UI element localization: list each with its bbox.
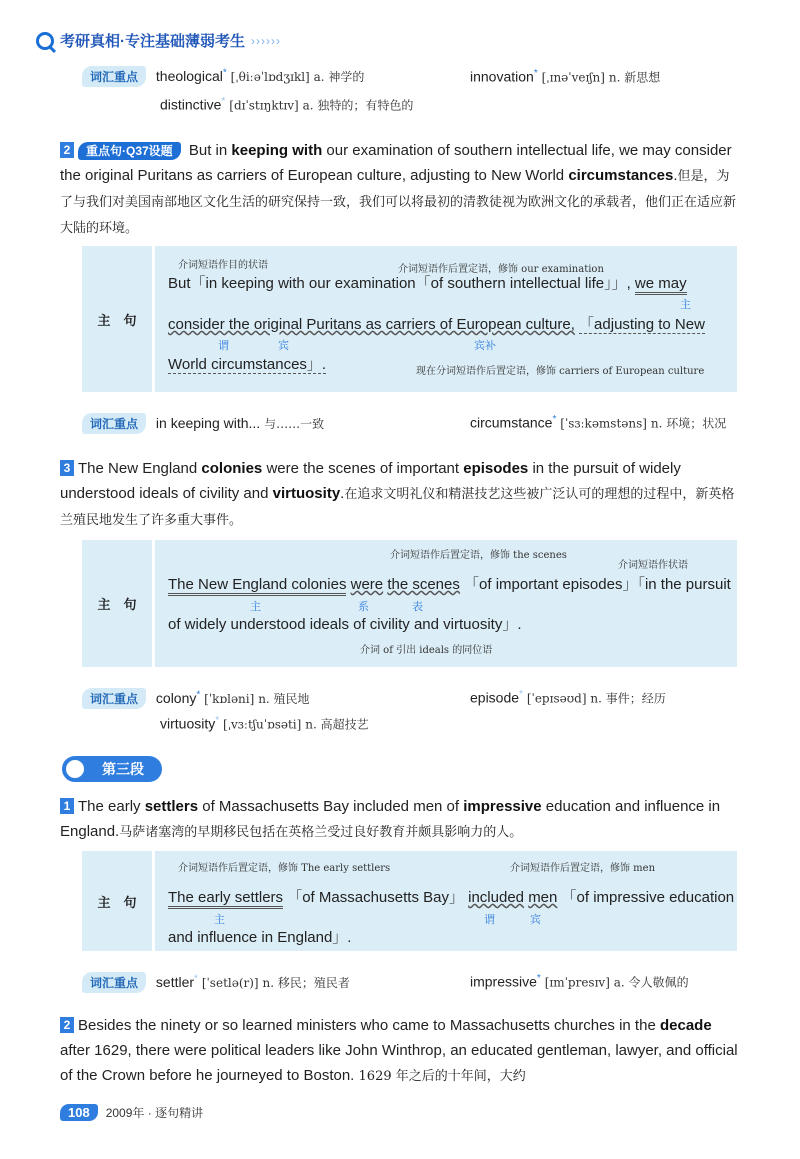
text: 「of impressive education bbox=[561, 889, 735, 906]
translation: 马萨诸塞湾的早期移民包括在英格兰受过良好教育并颇具影响力的人。 bbox=[119, 825, 523, 840]
vocab-row bbox=[470, 414, 726, 432]
vocab-row bbox=[82, 688, 310, 709]
role-label: 主 bbox=[250, 600, 261, 613]
keyword: decade bbox=[659, 1017, 712, 1034]
role-label: 宾 bbox=[278, 339, 289, 352]
vocab-row bbox=[82, 972, 350, 993]
section-heading bbox=[62, 756, 162, 782]
text: But「in keeping with our examination「of southern intellectual life」」, bbox=[168, 275, 631, 292]
sentence-number: 1 bbox=[60, 798, 74, 814]
vocab-definition: n. 新思想 bbox=[608, 70, 661, 85]
role-label: 主 bbox=[680, 298, 691, 311]
vocab-word: episode bbox=[470, 689, 520, 706]
vocab-phonetic: [ˌvɜːtʃuˈɒsəti] bbox=[223, 717, 302, 732]
predicate-text: included bbox=[468, 889, 525, 906]
vocab-tag: 词汇重点 bbox=[82, 66, 146, 87]
text: of Massachusetts Bay included men of bbox=[202, 798, 460, 815]
keyword: keeping with bbox=[231, 142, 323, 159]
complement-text: World circumstances」. bbox=[168, 356, 327, 373]
analysis-box bbox=[82, 851, 737, 951]
annotation: 介词短语作后置定语，修饰 the scenes bbox=[390, 550, 567, 561]
vocab-row bbox=[160, 96, 413, 114]
sentence-paragraph bbox=[60, 1013, 740, 1089]
translation: 1629 年之后的十年间，大约 bbox=[358, 1069, 526, 1084]
vocab-word: colony bbox=[155, 690, 197, 706]
box-label: 主 句 bbox=[82, 246, 155, 392]
vocab-row bbox=[82, 66, 364, 87]
vocab-tag: 词汇重点 bbox=[82, 972, 146, 993]
annotation: 介词短语作后置定语，修饰 men bbox=[510, 863, 656, 874]
star-icon: * bbox=[519, 689, 523, 700]
sentence-number: 3 bbox=[60, 460, 74, 476]
box-label: 主 句 bbox=[82, 851, 155, 951]
annotation: 介词短语作后置定语，修饰 The early settlers bbox=[178, 863, 391, 874]
subject-text: we may bbox=[635, 275, 687, 295]
translation: 在追求文明礼仪和精湛技艺这些被广泛认可的理想的过程中，新英格兰殖民地发生了许多重大事件。 bbox=[60, 487, 735, 528]
vocab-phonetic: [ˈsɜːkəmstəns] bbox=[560, 416, 647, 431]
annotation: 现在分词短语作后置定语，修饰 carriers of European culture bbox=[416, 366, 705, 377]
vocab-definition: n. 高超技艺 bbox=[305, 717, 369, 732]
sentence-line bbox=[168, 313, 705, 334]
text: education and influence in England. bbox=[60, 798, 721, 840]
annotation: 介词短语作状语 bbox=[618, 560, 688, 571]
linking-verb-text: were bbox=[350, 576, 384, 593]
text: were the scenes of important bbox=[266, 460, 460, 477]
vocab-row bbox=[160, 715, 369, 733]
vocab-definition: n. 事件；经历 bbox=[590, 691, 666, 706]
complement-text: 「adjusting to New bbox=[579, 316, 705, 333]
keyword: circumstances bbox=[568, 167, 674, 184]
role-label: 谓 bbox=[484, 913, 495, 926]
text: But in bbox=[188, 142, 228, 159]
search-logo-icon bbox=[36, 32, 54, 50]
star-icon: * bbox=[533, 68, 538, 79]
vocab-word: innovation bbox=[470, 68, 534, 85]
text: and influence in England」. bbox=[168, 929, 352, 946]
role-label: 宾 bbox=[530, 913, 541, 926]
page-number: 108 bbox=[60, 1104, 98, 1121]
text: 「of Massachusetts Bay」 bbox=[287, 889, 464, 906]
role-label: 系 bbox=[358, 600, 369, 613]
vocab-row bbox=[82, 413, 324, 434]
sentence-line bbox=[168, 272, 687, 293]
vocab-phonetic: [ˈkɒləni] bbox=[204, 692, 255, 706]
text: The New England bbox=[78, 460, 198, 477]
annotation: 介词短语作后置定语，修饰 our examination bbox=[398, 264, 604, 275]
annotation: 介词短语作目的状语 bbox=[178, 260, 268, 271]
vocab-phonetic: [ˈsetlə(r)] bbox=[201, 976, 259, 990]
vocab-phonetic: [dɪˈstɪŋktɪv] bbox=[229, 98, 299, 113]
page-header bbox=[36, 30, 281, 51]
text: 「of important episodes」「in the pursuit bbox=[464, 576, 731, 593]
vocab-definition: 与……一致 bbox=[264, 417, 325, 431]
subject-text: The early settlers bbox=[168, 889, 283, 909]
vocab-definition: a. 神学的 bbox=[313, 70, 365, 84]
header-title: 考研真相·专注基础薄弱考生 bbox=[60, 33, 245, 50]
vocab-word: circumstance bbox=[470, 414, 553, 431]
vocab-phonetic: [ˈepɪsəʊd] bbox=[526, 691, 587, 706]
vocab-phonetic: [ˌɪnəˈveɪʃn] bbox=[541, 70, 605, 85]
vocab-definition: a. 令人敬佩的 bbox=[613, 975, 689, 990]
text: . bbox=[340, 485, 345, 502]
keyword: colonies bbox=[201, 460, 263, 477]
keyword: impressive bbox=[463, 798, 542, 815]
role-label: 谓 bbox=[218, 339, 229, 352]
sentence-number: 2 bbox=[60, 1017, 74, 1033]
vocab-word: virtuosity bbox=[160, 715, 216, 732]
vocab-row bbox=[470, 689, 666, 707]
star-icon: * bbox=[222, 67, 227, 79]
vocab-definition: n. 移民；殖民者 bbox=[262, 976, 350, 990]
sentence-line bbox=[168, 573, 731, 594]
star-icon: * bbox=[194, 973, 198, 985]
section-title: 第三段 bbox=[76, 756, 162, 782]
box-label: 主 句 bbox=[82, 540, 155, 667]
vocab-word: theological bbox=[155, 68, 223, 84]
vocab-word: settler bbox=[155, 974, 195, 990]
vocab-row bbox=[470, 68, 660, 86]
sentence-line bbox=[168, 353, 326, 374]
vocab-word: in keeping with... bbox=[155, 415, 261, 431]
keyword: virtuosity bbox=[272, 485, 341, 502]
star-icon: * bbox=[221, 96, 226, 107]
sentence-line bbox=[168, 886, 734, 907]
sentence-paragraph bbox=[60, 456, 740, 533]
text: after 1629, there were political leaders like John Winthrop, an educated gentleman, lawyer, and official of the Crown before he journeyed to Boston. bbox=[60, 1042, 738, 1084]
predicative-text: the scenes bbox=[387, 576, 460, 593]
sentence-paragraph bbox=[60, 794, 740, 845]
subject-text: The New England colonies bbox=[168, 576, 346, 596]
text: Besides the ninety or so learned ministers who came to Massachusetts churches in the bbox=[78, 1017, 656, 1034]
vocab-definition: n. 环境；状况 bbox=[650, 416, 727, 431]
vocab-definition: a. 独特的；有特色的 bbox=[302, 98, 414, 113]
keyword: episodes bbox=[463, 460, 529, 477]
sentence-number: 2 bbox=[60, 142, 74, 158]
analysis-box bbox=[82, 540, 737, 667]
vocab-phonetic: [ˌθiːəˈlɒdʒɪkl] bbox=[230, 70, 310, 84]
star-icon: * bbox=[552, 414, 557, 425]
text: in the pursuit of widely understood ideals of civility and bbox=[60, 460, 681, 502]
text: our examination of southern intellectual life, we may consider the original Puritans as carriers of European culture, adjusting to New World bbox=[60, 142, 732, 184]
role-label: 表 bbox=[412, 600, 423, 613]
sentence-line bbox=[168, 926, 351, 947]
star-icon: * bbox=[215, 715, 220, 726]
text: The early bbox=[78, 798, 141, 815]
header-arrows: ›››››› bbox=[251, 33, 281, 48]
text: . bbox=[673, 167, 678, 184]
sentence-line bbox=[168, 613, 522, 634]
object-text: men bbox=[528, 889, 558, 906]
keyword: settlers bbox=[144, 798, 199, 815]
sentence-paragraph bbox=[60, 138, 740, 241]
vocab-definition: n. 殖民地 bbox=[258, 692, 310, 706]
vocab-tag: 词汇重点 bbox=[82, 688, 146, 709]
role-label: 宾补 bbox=[474, 339, 496, 352]
vocab-word: impressive bbox=[470, 973, 537, 990]
annotation: 介词 of 引出 ideals 的同位语 bbox=[360, 645, 493, 656]
vocab-row bbox=[470, 973, 689, 991]
star-icon: * bbox=[536, 973, 541, 984]
vocab-word: distinctive bbox=[160, 96, 222, 113]
vocab-phonetic: [ɪmˈpresɪv] bbox=[544, 975, 610, 990]
translation: 但是，为了与我们对美国南部地区文化生活的研究保持一致，我们可以将最初的清教徒视为欧洲文化的承载者，他们正在适应新大陆的环境。 bbox=[60, 169, 737, 236]
page-footer bbox=[60, 1104, 203, 1121]
key-sentence-tag: 重点句·Q37设题 bbox=[78, 142, 181, 160]
star-icon: * bbox=[196, 689, 201, 701]
footer-text: 2009年 · 逐句精讲 bbox=[105, 1106, 204, 1120]
text: of widely understood ideals of civility and virtuosity」. bbox=[168, 616, 522, 633]
analysis-box bbox=[82, 246, 737, 392]
role-label: 主 bbox=[214, 913, 225, 926]
search-logo-icon bbox=[62, 756, 88, 782]
predicate-text: consider the original Puritans as carriers of European culture, bbox=[168, 316, 575, 333]
vocab-tag: 词汇重点 bbox=[82, 413, 146, 434]
